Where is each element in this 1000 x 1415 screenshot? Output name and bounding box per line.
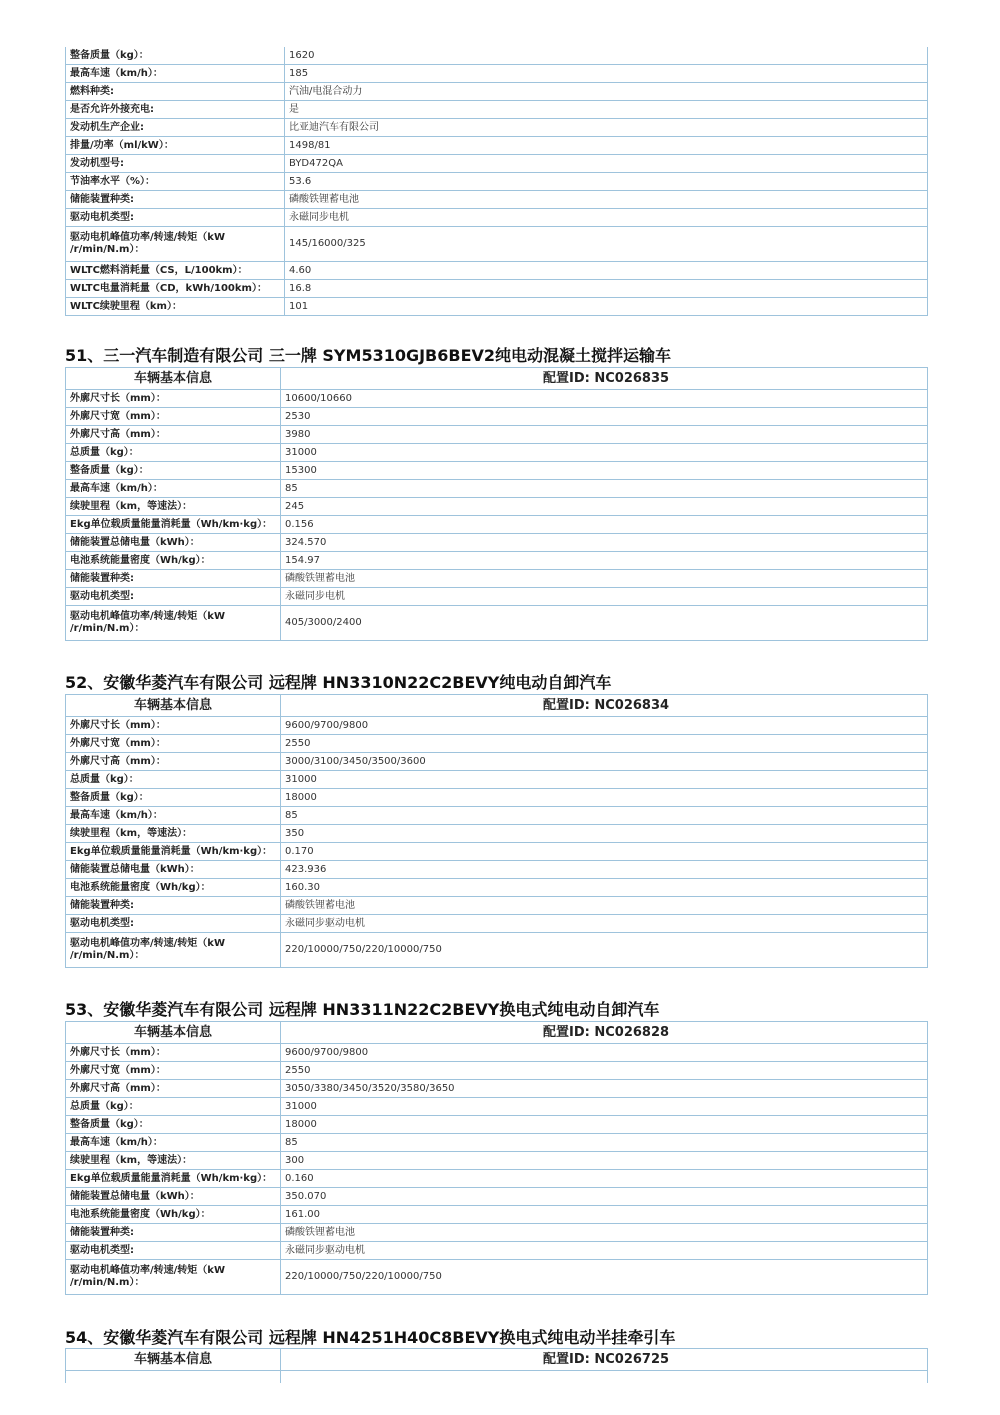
section-title: 51、三一汽车制造有限公司 三一牌 SYM5310GJB6BEV2纯电动混凝土搅拌运输车 [65,346,672,365]
spec-label: WLTC燃料消耗量（CS，L/100km）： [66,262,285,280]
spec-value: 是 [285,101,928,119]
spec-value: 0.156 [281,516,928,534]
header-config-id: 配置ID: NC026725 [281,1349,928,1371]
spec-value: 220/10000/750/220/10000/750 [281,1260,928,1295]
table-row [66,462,928,480]
spec-value: 300 [281,1152,928,1170]
spec-label: 整备质量（kg）： [66,47,285,65]
section-title: 52、安徽华菱汽车有限公司 远程牌 HN3310N22C2BEVY纯电动自卸汽车 [65,673,612,692]
spec-label: 发动机生产企业: [66,119,285,137]
spec-value: 405/3000/2400 [281,606,928,641]
spec-value: 85 [281,1134,928,1152]
spec-value: 9600/9700/9800 [281,1044,928,1062]
section-title: 53、安徽华菱汽车有限公司 远程牌 HN3311N22C2BEVY换电式纯电动自卸汽车 [65,1000,660,1019]
table-row [66,1170,928,1188]
table-row-continuation [66,1371,928,1384]
spec-value: 185 [285,65,928,83]
table-row [66,1098,928,1116]
spec-label: 储能装置总储电量（kWh）： [66,861,281,879]
spec-label: 发动机型号: [66,155,285,173]
spec-label: 最高车速（km/h）： [66,807,281,825]
spec-label: 外廓尺寸高（mm）： [66,753,281,771]
table-row [66,1260,928,1295]
header-basic-info: 车辆基本信息 [66,368,281,390]
spec-value: 0.170 [281,843,928,861]
spec-label: WLTC续驶里程（km）： [66,298,285,316]
header-basic-info: 车辆基本信息 [66,1022,281,1044]
spec-value: 18000 [281,1116,928,1134]
spec-value: 31000 [281,771,928,789]
spec-table [65,694,928,968]
table-row [66,588,928,606]
spec-value: 161.00 [281,1206,928,1224]
table-row [66,1206,928,1224]
spec-value: 3000/3100/3450/3500/3600 [281,753,928,771]
spec-label: 电池系统能量密度（Wh/kg）： [66,1206,281,1224]
table-header-row [66,368,928,390]
spec-label [66,1371,281,1384]
spec-label: 最高车速（km/h）： [66,480,281,498]
spec-value: 1620 [285,47,928,65]
spec-value: 磷酸铁锂蓄电池 [281,897,928,915]
spec-label: 储能装置总储电量（kWh）： [66,534,281,552]
spec-label: 节油率水平（%）： [66,173,285,191]
table-row [66,280,928,298]
spec-label: 驱动电机类型: [66,209,285,227]
table-header-row [66,1022,928,1044]
spec-value: 10600/10660 [281,390,928,408]
table-row [66,444,928,462]
spec-label: WLTC电量消耗量（CD，kWh/100km）： [66,280,285,298]
table-row [66,298,928,316]
header-config-id: 配置ID: NC026835 [281,368,928,390]
spec-label: 外廓尺寸高（mm）： [66,426,281,444]
spec-value: 汽油/电混合动力 [285,83,928,101]
spec-table [65,367,928,641]
spec-label: 驱动电机类型: [66,588,281,606]
spec-value: 永磁同步驱动电机 [281,915,928,933]
spec-label: Ekg单位载质量能量消耗量（Wh/km·kg）： [66,1170,281,1188]
table-row [66,807,928,825]
spec-label: 外廓尺寸高（mm）： [66,1080,281,1098]
table-row [66,209,928,227]
spec-value: 101 [285,298,928,316]
table-row [66,1188,928,1206]
spec-value: 永磁同步驱动电机 [281,1242,928,1260]
spec-value: 18000 [281,789,928,807]
table-row [66,717,928,735]
spec-label: 最高车速（km/h）： [66,65,285,83]
spec-value: 15300 [281,462,928,480]
table-row [66,47,928,65]
spec-value: 3050/3380/3450/3520/3580/3650 [281,1080,928,1098]
table-row [66,137,928,155]
spec-value: 0.160 [281,1170,928,1188]
spec-value: 2530 [281,408,928,426]
header-config-id: 配置ID: NC026828 [281,1022,928,1044]
spec-value: 1498/81 [285,137,928,155]
table-row [66,570,928,588]
spec-value: 磷酸铁锂蓄电池 [281,1224,928,1242]
spec-label: 电池系统能量密度（Wh/kg）： [66,879,281,897]
spec-value: 永磁同步电机 [281,588,928,606]
table-row [66,426,928,444]
spec-label: 总质量（kg）： [66,444,281,462]
spec-value: 4.60 [285,262,928,280]
spec-value: 85 [281,480,928,498]
spec-label: 驱动电机峰值功率/转速/转矩（kW /r/min/N.m）： [66,933,281,968]
spec-table [65,1348,928,1383]
table-row [66,83,928,101]
table-row [66,897,928,915]
table-row [66,390,928,408]
table-row [66,1152,928,1170]
table-row [66,825,928,843]
table-row [66,1116,928,1134]
table-row [66,933,928,968]
table-row [66,1224,928,1242]
spec-label: 外廓尺寸长（mm）： [66,1044,281,1062]
spec-label: 储能装置种类: [66,897,281,915]
spec-label: 驱动电机峰值功率/转速/转矩（kW /r/min/N.m）： [66,1260,281,1295]
spec-label: 整备质量（kg）： [66,1116,281,1134]
spec-label: 储能装置种类: [66,1224,281,1242]
spec-value: 31000 [281,444,928,462]
spec-label: 整备质量（kg）： [66,789,281,807]
spec-label: 外廓尺寸宽（mm）： [66,735,281,753]
spec-label: 驱动电机类型: [66,1242,281,1260]
table-row [66,262,928,280]
spec-label: 驱动电机类型: [66,915,281,933]
spec-value: 53.6 [285,173,928,191]
table-header-row [66,1349,928,1371]
spec-label: 外廓尺寸宽（mm）： [66,408,281,426]
spec-label: 外廓尺寸长（mm）： [66,390,281,408]
spec-label: 驱动电机峰值功率/转速/转矩（kW /r/min/N.m）： [66,227,285,262]
spec-label: 排量/功率（ml/kW）： [66,137,285,155]
table-row [66,227,928,262]
spec-value: 324.570 [281,534,928,552]
spec-label: 是否允许外接充电: [66,101,285,119]
spec-label: 储能装置种类: [66,570,281,588]
spec-value: 160.30 [281,879,928,897]
spec-value: 423.936 [281,861,928,879]
spec-label: 续驶里程（km，等速法）： [66,1152,281,1170]
table-row [66,1062,928,1080]
table-row [66,155,928,173]
table-row [66,753,928,771]
table-row [66,1242,928,1260]
table-row [66,879,928,897]
spec-label: 最高车速（km/h）： [66,1134,281,1152]
spec-label: 外廓尺寸长（mm）： [66,717,281,735]
table-row [66,1044,928,1062]
table-row [66,915,928,933]
spec-value: 3980 [281,426,928,444]
spec-label: Ekg单位载质量能量消耗量（Wh/km·kg）： [66,516,281,534]
spec-value: 145/16000/325 [285,227,928,262]
spec-value: 比亚迪汽车有限公司 [285,119,928,137]
table-row [66,191,928,209]
table-row [66,789,928,807]
spec-table [65,1021,928,1295]
spec-value: 220/10000/750/220/10000/750 [281,933,928,968]
spec-value: 永磁同步电机 [285,209,928,227]
table-row [66,771,928,789]
table-row [66,119,928,137]
spec-value [281,1371,928,1384]
spec-table [65,47,928,316]
table-row [66,173,928,191]
spec-value: 2550 [281,735,928,753]
spec-value: 9600/9700/9800 [281,717,928,735]
table-row [66,101,928,119]
table-row [66,1080,928,1098]
spec-value: 16.8 [285,280,928,298]
table-row [66,861,928,879]
spec-value: 磷酸铁锂蓄电池 [285,191,928,209]
table-row [66,498,928,516]
spec-label: 外廓尺寸宽（mm）： [66,1062,281,1080]
header-config-id: 配置ID: NC026834 [281,695,928,717]
header-basic-info: 车辆基本信息 [66,695,281,717]
spec-value: 350 [281,825,928,843]
spec-value: 85 [281,807,928,825]
table-row [66,552,928,570]
spec-label: 续驶里程（km，等速法）： [66,498,281,516]
spec-value: 350.070 [281,1188,928,1206]
spec-value: 245 [281,498,928,516]
spec-label: 续驶里程（km，等速法）： [66,825,281,843]
spec-value: 154.97 [281,552,928,570]
spec-label: 整备质量（kg）： [66,462,281,480]
spec-label: 总质量（kg）： [66,771,281,789]
table-row [66,606,928,641]
table-row [66,516,928,534]
spec-label: 燃料种类: [66,83,285,101]
table-row [66,735,928,753]
spec-label: Ekg单位载质量能量消耗量（Wh/km·kg）： [66,843,281,861]
table-row [66,843,928,861]
header-basic-info: 车辆基本信息 [66,1349,281,1371]
table-header-row [66,695,928,717]
spec-value: 2550 [281,1062,928,1080]
spec-label: 储能装置总储电量（kWh）： [66,1188,281,1206]
table-row [66,65,928,83]
spec-label: 驱动电机峰值功率/转速/转矩（kW /r/min/N.m）： [66,606,281,641]
table-row [66,1134,928,1152]
table-row [66,534,928,552]
section-title: 54、安徽华菱汽车有限公司 远程牌 HN4251H40C8BEVY换电式纯电动半挂牵引车 [65,1328,676,1347]
spec-label: 总质量（kg）： [66,1098,281,1116]
spec-value: BYD472QA [285,155,928,173]
table-row [66,480,928,498]
spec-label: 电池系统能量密度（Wh/kg）： [66,552,281,570]
spec-value: 31000 [281,1098,928,1116]
spec-value: 磷酸铁锂蓄电池 [281,570,928,588]
table-row [66,408,928,426]
spec-label: 储能装置种类: [66,191,285,209]
